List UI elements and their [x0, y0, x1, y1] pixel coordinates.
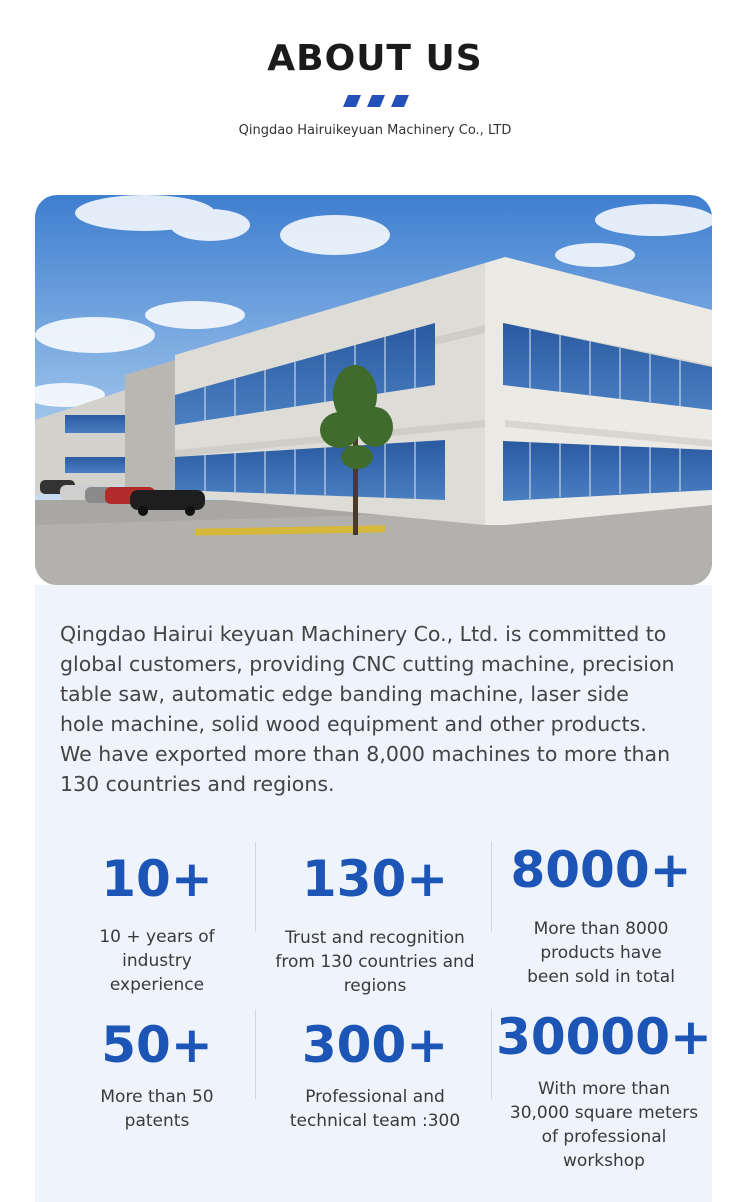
stat-number: 50+	[101, 1016, 213, 1074]
stat-countries	[275, 849, 475, 998]
stat-patents	[57, 1015, 257, 1133]
stat-label: More than 8000 products have been sold in total	[527, 919, 675, 987]
factory-building-photo	[35, 195, 712, 585]
stat-number: 8000+	[510, 841, 692, 899]
stat-divider	[255, 1009, 256, 1099]
stat-label: 10 + years of industry experience	[99, 927, 215, 995]
stat-label: With more than 30,000 square meters of professional workshop	[509, 1079, 699, 1171]
stat-number: 30000+	[496, 1008, 712, 1066]
page-title: ABOUT US	[267, 38, 483, 79]
stat-products	[501, 840, 701, 989]
stat-number: 300+	[301, 1016, 449, 1074]
stat-years	[57, 849, 257, 997]
stat-team	[275, 1015, 475, 1133]
stat-number: 10+	[101, 850, 213, 908]
title-underline-decoration	[343, 95, 409, 107]
stat-divider	[491, 842, 492, 932]
stat-workshop	[493, 1007, 715, 1173]
company-intro-text: Qingdao Hairui keyuan Machinery Co., Ltd. is committed to global customers, providing CNC cutting machine, precision table saw, automatic edge banding machine, laser side hole machine, solid wood equipment and other products. We have exported more than 8,000 machines to more than 130 countries and regions.	[60, 622, 675, 796]
about-panel	[35, 585, 712, 1202]
stat-number: 130+	[301, 850, 449, 908]
stat-label: More than 50 patents	[100, 1087, 214, 1131]
stat-label: Professional and technical team :300	[289, 1087, 461, 1131]
stat-label: Trust and recognition from 130 countries and regions	[275, 928, 475, 996]
company-subtitle: Qingdao Hairuikeyuan Machinery Co., LTD	[238, 123, 512, 138]
stat-divider	[491, 1009, 492, 1099]
stat-divider	[255, 842, 256, 932]
stats-grid	[35, 837, 712, 1197]
